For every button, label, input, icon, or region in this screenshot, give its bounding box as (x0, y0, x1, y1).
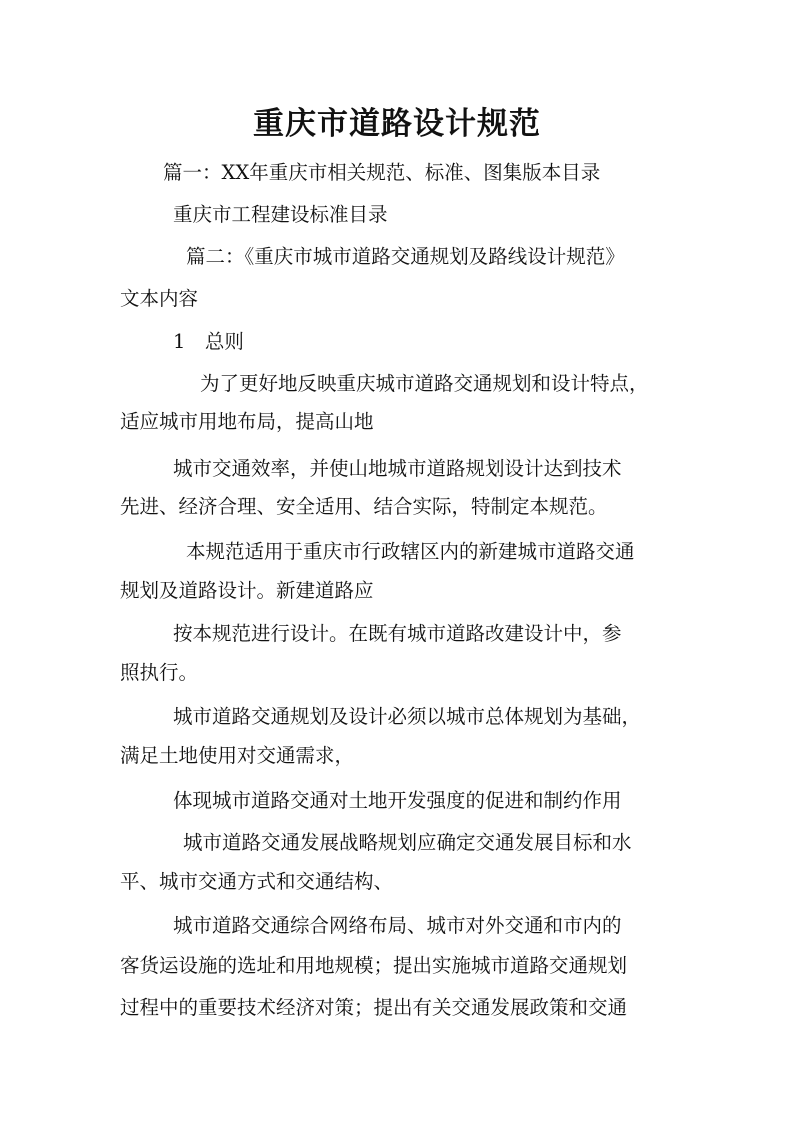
text-line: 适应城市用地布局，提高山地 (120, 410, 374, 433)
text-line: 满足土地使用对交通需求， (120, 744, 355, 767)
text-line: 城市道路交通规划及设计必须以城市总体规划为基础， (173, 705, 642, 728)
text-line: 1 总则 (173, 330, 244, 353)
text-line: 城市交通效率，并使山地城市道路规划设计达到技术 (173, 457, 622, 480)
text-line: 重庆市工程建设标准目录 (173, 203, 388, 226)
text-line: 按本规范进行设计。在既有城市道路改建设计中，参 (173, 622, 622, 645)
text-line: 规划及道路设计。新建道路应 (120, 579, 374, 602)
text-line: 体现城市道路交通对土地开发强度的促进和制约作用 (173, 789, 622, 812)
document-title: 重庆市道路设计规范 (253, 106, 541, 142)
text-line: 篇一：XX年重庆市相关规范、标准、图集版本目录 (163, 161, 601, 184)
text-line: 平、城市交通方式和交通结构、 (120, 870, 394, 893)
text-line: 过程中的重要技术经济对策；提出有关交通发展政策和交通 (120, 996, 628, 1019)
text-line: 先进、经济合理、安全适用、结合实际，特制定本规范。 (120, 495, 608, 518)
text-line: 城市道路交通综合网络布局、城市对外交通和市内的 (173, 914, 622, 937)
text-line: 本规范适用于重庆市行政辖区内的新建城市道路交通 (186, 540, 635, 563)
text-line: 文本内容 (120, 287, 199, 310)
text-line: 照执行。 (120, 661, 199, 684)
text-line: 客货运设施的选址和用地规模；提出实施城市道路交通规划 (120, 954, 628, 977)
text-line: 篇二：《重庆市城市道路交通规划及路线设计规范》 (186, 245, 625, 268)
text-line: 城市道路交通发展战略规划应确定交通发展目标和水 (183, 831, 632, 854)
text-line: 为了更好地反映重庆城市道路交通规划和设计特点， (200, 372, 649, 395)
